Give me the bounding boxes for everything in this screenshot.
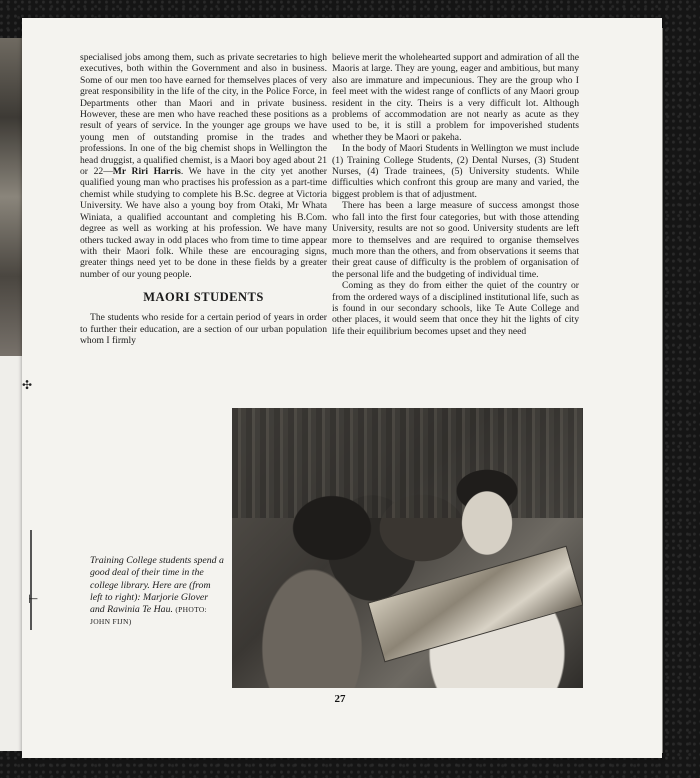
photo-credit: (PHOTO: JOHN FIJN) — [90, 605, 207, 627]
library-photograph — [232, 408, 583, 688]
left-text-column — [80, 52, 327, 346]
right-paragraph-1: believe merit the wholehearted support and admiration of all the Maoris at large. They are young, eager and ambitious, but many also are immature and impecunious. They are the group who I feel meet with the widest range of conflicts of any Maori group resident in the city. Theirs is a very difficult lot. Although problems of accommodation are not nearly as acute as they used to be, it is still a problem for impoverished students whether they be Maori or pakeha. — [332, 52, 579, 143]
right-paragraph-4: Coming as they do from either the quiet of the country or from the ordered ways of a disciplined institutional life, such as is found in our secondary schools, like Te Aute College and other places, it would seem that once they hit the lights of city life their equilibrium becomes upset and they need — [332, 280, 579, 337]
page-number: 27 — [334, 693, 346, 705]
right-paragraph-2: In the body of Maori Students in Wellington we must include (1) Training College Students, (2) Dental Nurses, (3) Student Nurses, (4) Trade trainees, (5) University students. While difficulties which confront this group are many and varied, the biggest problem is that of adjustment. — [332, 143, 579, 200]
photo-caption — [90, 555, 224, 629]
right-paragraph-3: There has been a large measure of success amongst those who fall into the first four categories, but with those attending University, results are not so good. University students are left more to themselves and are required to organise themselves much more than the others, and from observations it seems that their great cause of difficulty is the problem of organisation of the personal life and the budgeting of individual time. — [332, 200, 579, 280]
right-text-column — [332, 52, 579, 337]
left-paragraph-1 — [80, 52, 327, 280]
section-heading: MAORI STUDENTS — [143, 290, 264, 305]
registration-mark-icon: ✣ — [22, 378, 33, 392]
binding-rule — [30, 530, 32, 630]
caption-text: Training College students spend a good deal of their time in the college library. Here are (from left to right): Marjorie Glover and Rawinia Te Hau. — [90, 555, 224, 616]
left-paragraph-2: The students who reside for a certain period of years in order to further their education, are a section of our urban population whom I firmly — [80, 312, 327, 346]
left-paragraph-1-text: specialised jobs among them, such as private secretaries to high executives, both within the Government and also in business. Some of our men too have earned for themselves places of very great responsibility in the life of the city, in the Police Force, in Departments other than Maori and in private business. However, these are men who have reached these positions as a result of years of service. In the younger age groups we have young men of outstanding promise in the trades and professions. In one of the big chemist shops in Wellington the head druggist, a qualified chemist, is a Maori boy aged about 21 or 22— — [80, 52, 327, 178]
student-left-figure — [252, 488, 392, 688]
registration-tick-icon: ⊢ — [28, 592, 39, 606]
left-paragraph-1-continued: . We have in the city yet another qualified young man who practises his profession as a part-time chemist while studying to complete his B.Sc. degree at Victoria University. We have also a young boy from Otaki, Mr Whata Winiata, a qualified accountant and completing his B.Com. degree as well as working at his profession. We have many others tucked away in odd places who from time to time appear with their Maori folk. While these are encouraging signs, greater things need yet to be done in these fields by a greater number of our young people. — [80, 166, 328, 280]
name-riri-harris: Mr Riri Harris — [112, 166, 181, 178]
